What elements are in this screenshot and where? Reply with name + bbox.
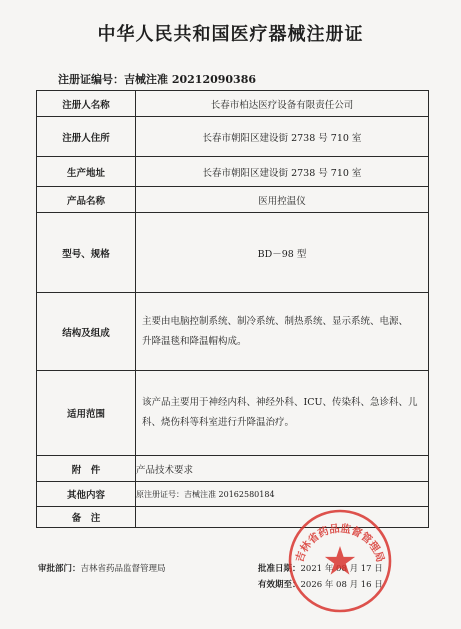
seal-star-icon [325, 546, 355, 575]
approver-value: 吉林省药品监督管理局 [80, 564, 166, 574]
row-label-registrant-name: 注册人名称 [37, 91, 136, 117]
row-value-registrant-name: 长春市柏达医疗设备有限责任公司 [136, 91, 429, 117]
row-label-production-address: 生产地址 [37, 157, 136, 187]
approver-label: 审批部门： [38, 564, 81, 574]
valid-until-value: 2026 年 08 月 16 日 [300, 580, 383, 590]
registration-number-value: 吉械注准 20212090386 [124, 73, 257, 86]
row-label-product-name: 产品名称 [37, 187, 136, 213]
registration-number [58, 71, 256, 87]
row-value-registrant-address: 长春市朝阳区建设街 2738 号 710 室 [136, 117, 429, 157]
structure-line-2: 升降温毯和降温帽构成。 [142, 335, 247, 347]
document-title: 中华人民共和国医疗器械注册证 [97, 24, 364, 45]
row-label-structure: 结构及组成 [37, 293, 136, 371]
row-label-remarks: 备 注 [37, 507, 136, 528]
approval-date-value: 2021 年 08 月 17 日 [300, 564, 383, 574]
row-value-scope [136, 371, 429, 456]
row-value-structure [136, 293, 429, 371]
table-row [37, 157, 429, 187]
row-label-other: 其他内容 [37, 482, 136, 507]
valid-until-label: 有效期至： [258, 580, 301, 590]
table-row [37, 117, 429, 157]
table-row [37, 456, 429, 482]
table-row [37, 482, 429, 507]
seal-text-path: 吉林省药品监督管理局 [293, 522, 387, 564]
row-label-attachments: 附 件 [37, 456, 136, 482]
table-row [37, 371, 429, 456]
table-row [37, 91, 429, 117]
row-value-production-address: 长春市朝阳区建设街 2738 号 710 室 [136, 157, 429, 187]
row-label-scope: 适用范围 [37, 371, 136, 456]
approver [38, 562, 166, 574]
row-value-product-name: 医用控温仪 [136, 187, 429, 213]
approval-date-label: 批准日期： [258, 564, 301, 574]
row-label-registrant-address: 注册人住所 [37, 117, 136, 157]
row-value-attachments: 产品技术要求 [136, 456, 429, 482]
row-value-other: 原注册证号：吉械注准 20162580184 [136, 482, 429, 507]
structure-line-1: 主要由电脑控制系统、制冷系统、制热系统、显示系统、电源、 [142, 315, 409, 327]
scope-line-1: 该产品主要用于神经内科、神经外科、ICU、传染科、急诊科、儿 [142, 397, 418, 408]
certificate-table [36, 90, 429, 528]
row-label-model-spec: 型号、规格 [37, 213, 136, 293]
table-row [37, 213, 429, 293]
registration-number-label: 注册证编号： [58, 73, 124, 86]
row-value-model-spec: BD－98 型 [136, 213, 429, 293]
scope-line-2: 科、烧伤科等科室进行升降温治疗。 [142, 417, 295, 428]
table-row [37, 293, 429, 371]
official-seal [287, 508, 393, 614]
table-row [37, 187, 429, 213]
